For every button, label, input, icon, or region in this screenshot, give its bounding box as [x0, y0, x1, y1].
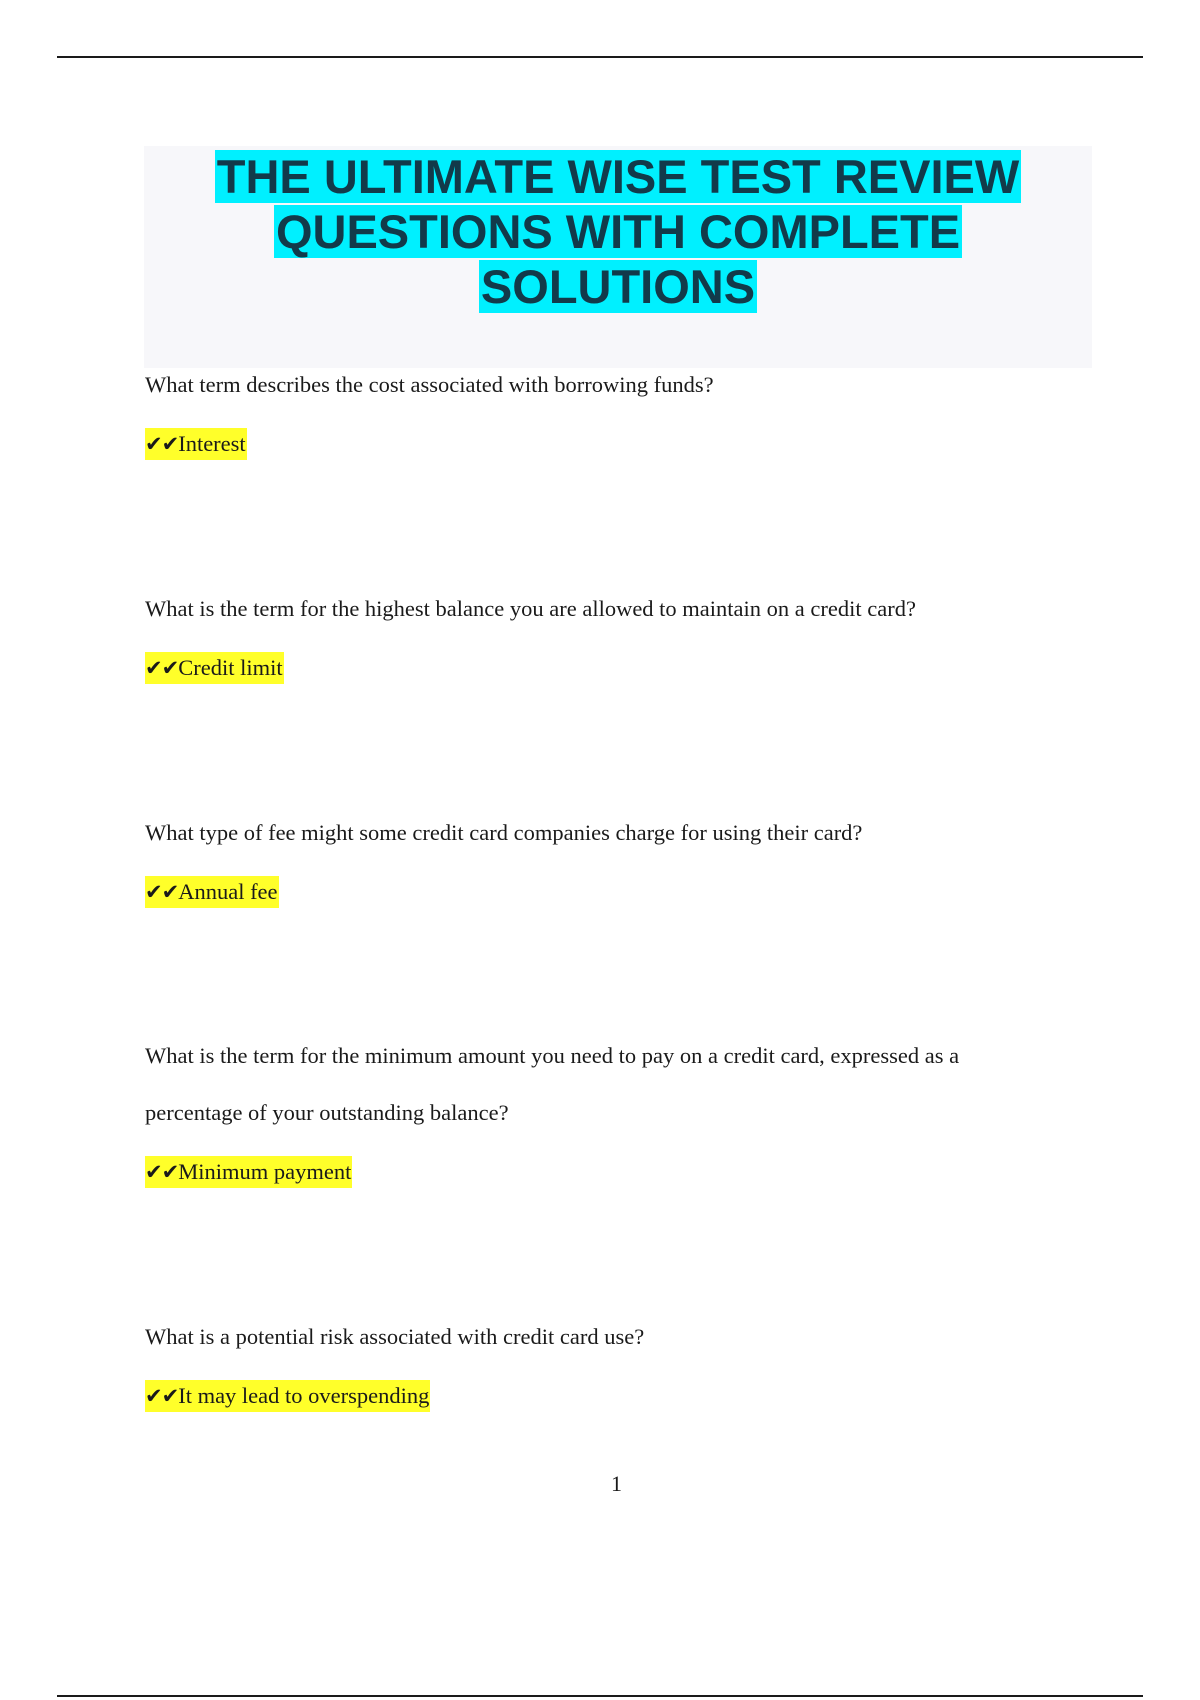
qa-item-2	[145, 580, 1045, 684]
qa-item-4	[145, 1027, 1045, 1188]
answer-highlight	[145, 652, 284, 684]
answer-highlight	[145, 1156, 352, 1188]
question-text: What is the term for the minimum amount you need to pay on a credit card, expressed as a percentage of your outstanding balance?	[145, 1043, 960, 1125]
answer-text: Credit limit	[178, 655, 283, 680]
answer-text: It may lead to overspending	[178, 1383, 430, 1408]
footer-rule	[57, 1695, 1143, 1697]
header-rule	[57, 56, 1143, 58]
double-check-icon: ✔✔	[145, 656, 179, 680]
qa-item-3	[145, 804, 1045, 908]
answer-text: Annual fee	[178, 879, 278, 904]
double-check-icon: ✔✔	[145, 880, 179, 904]
question-text: What term describes the cost associated with borrowing funds?	[145, 372, 714, 397]
title-banner	[144, 146, 1092, 368]
question-text: What type of fee might some credit card companies charge for using their card?	[145, 820, 863, 845]
question-text: What is a potential risk associated with credit card use?	[145, 1324, 645, 1349]
document-title: THE ULTIMATE WISE TEST REVIEW QUESTIONS WITH COMPLETE SOLUTIONS	[216, 150, 1020, 313]
answer-highlight	[145, 428, 247, 460]
answer-text: Minimum payment	[178, 1159, 352, 1184]
qa-item-5	[145, 1308, 1045, 1412]
page-number: 1	[611, 1471, 622, 1496]
qa-item-1	[145, 356, 1045, 460]
answer-highlight	[145, 876, 279, 908]
double-check-icon: ✔✔	[145, 432, 179, 456]
question-text: What is the term for the highest balance you are allowed to maintain on a credit card?	[145, 596, 916, 621]
double-check-icon: ✔✔	[145, 1384, 179, 1408]
answer-text: Interest	[178, 431, 246, 456]
answer-highlight	[145, 1380, 430, 1412]
double-check-icon: ✔✔	[145, 1160, 179, 1184]
